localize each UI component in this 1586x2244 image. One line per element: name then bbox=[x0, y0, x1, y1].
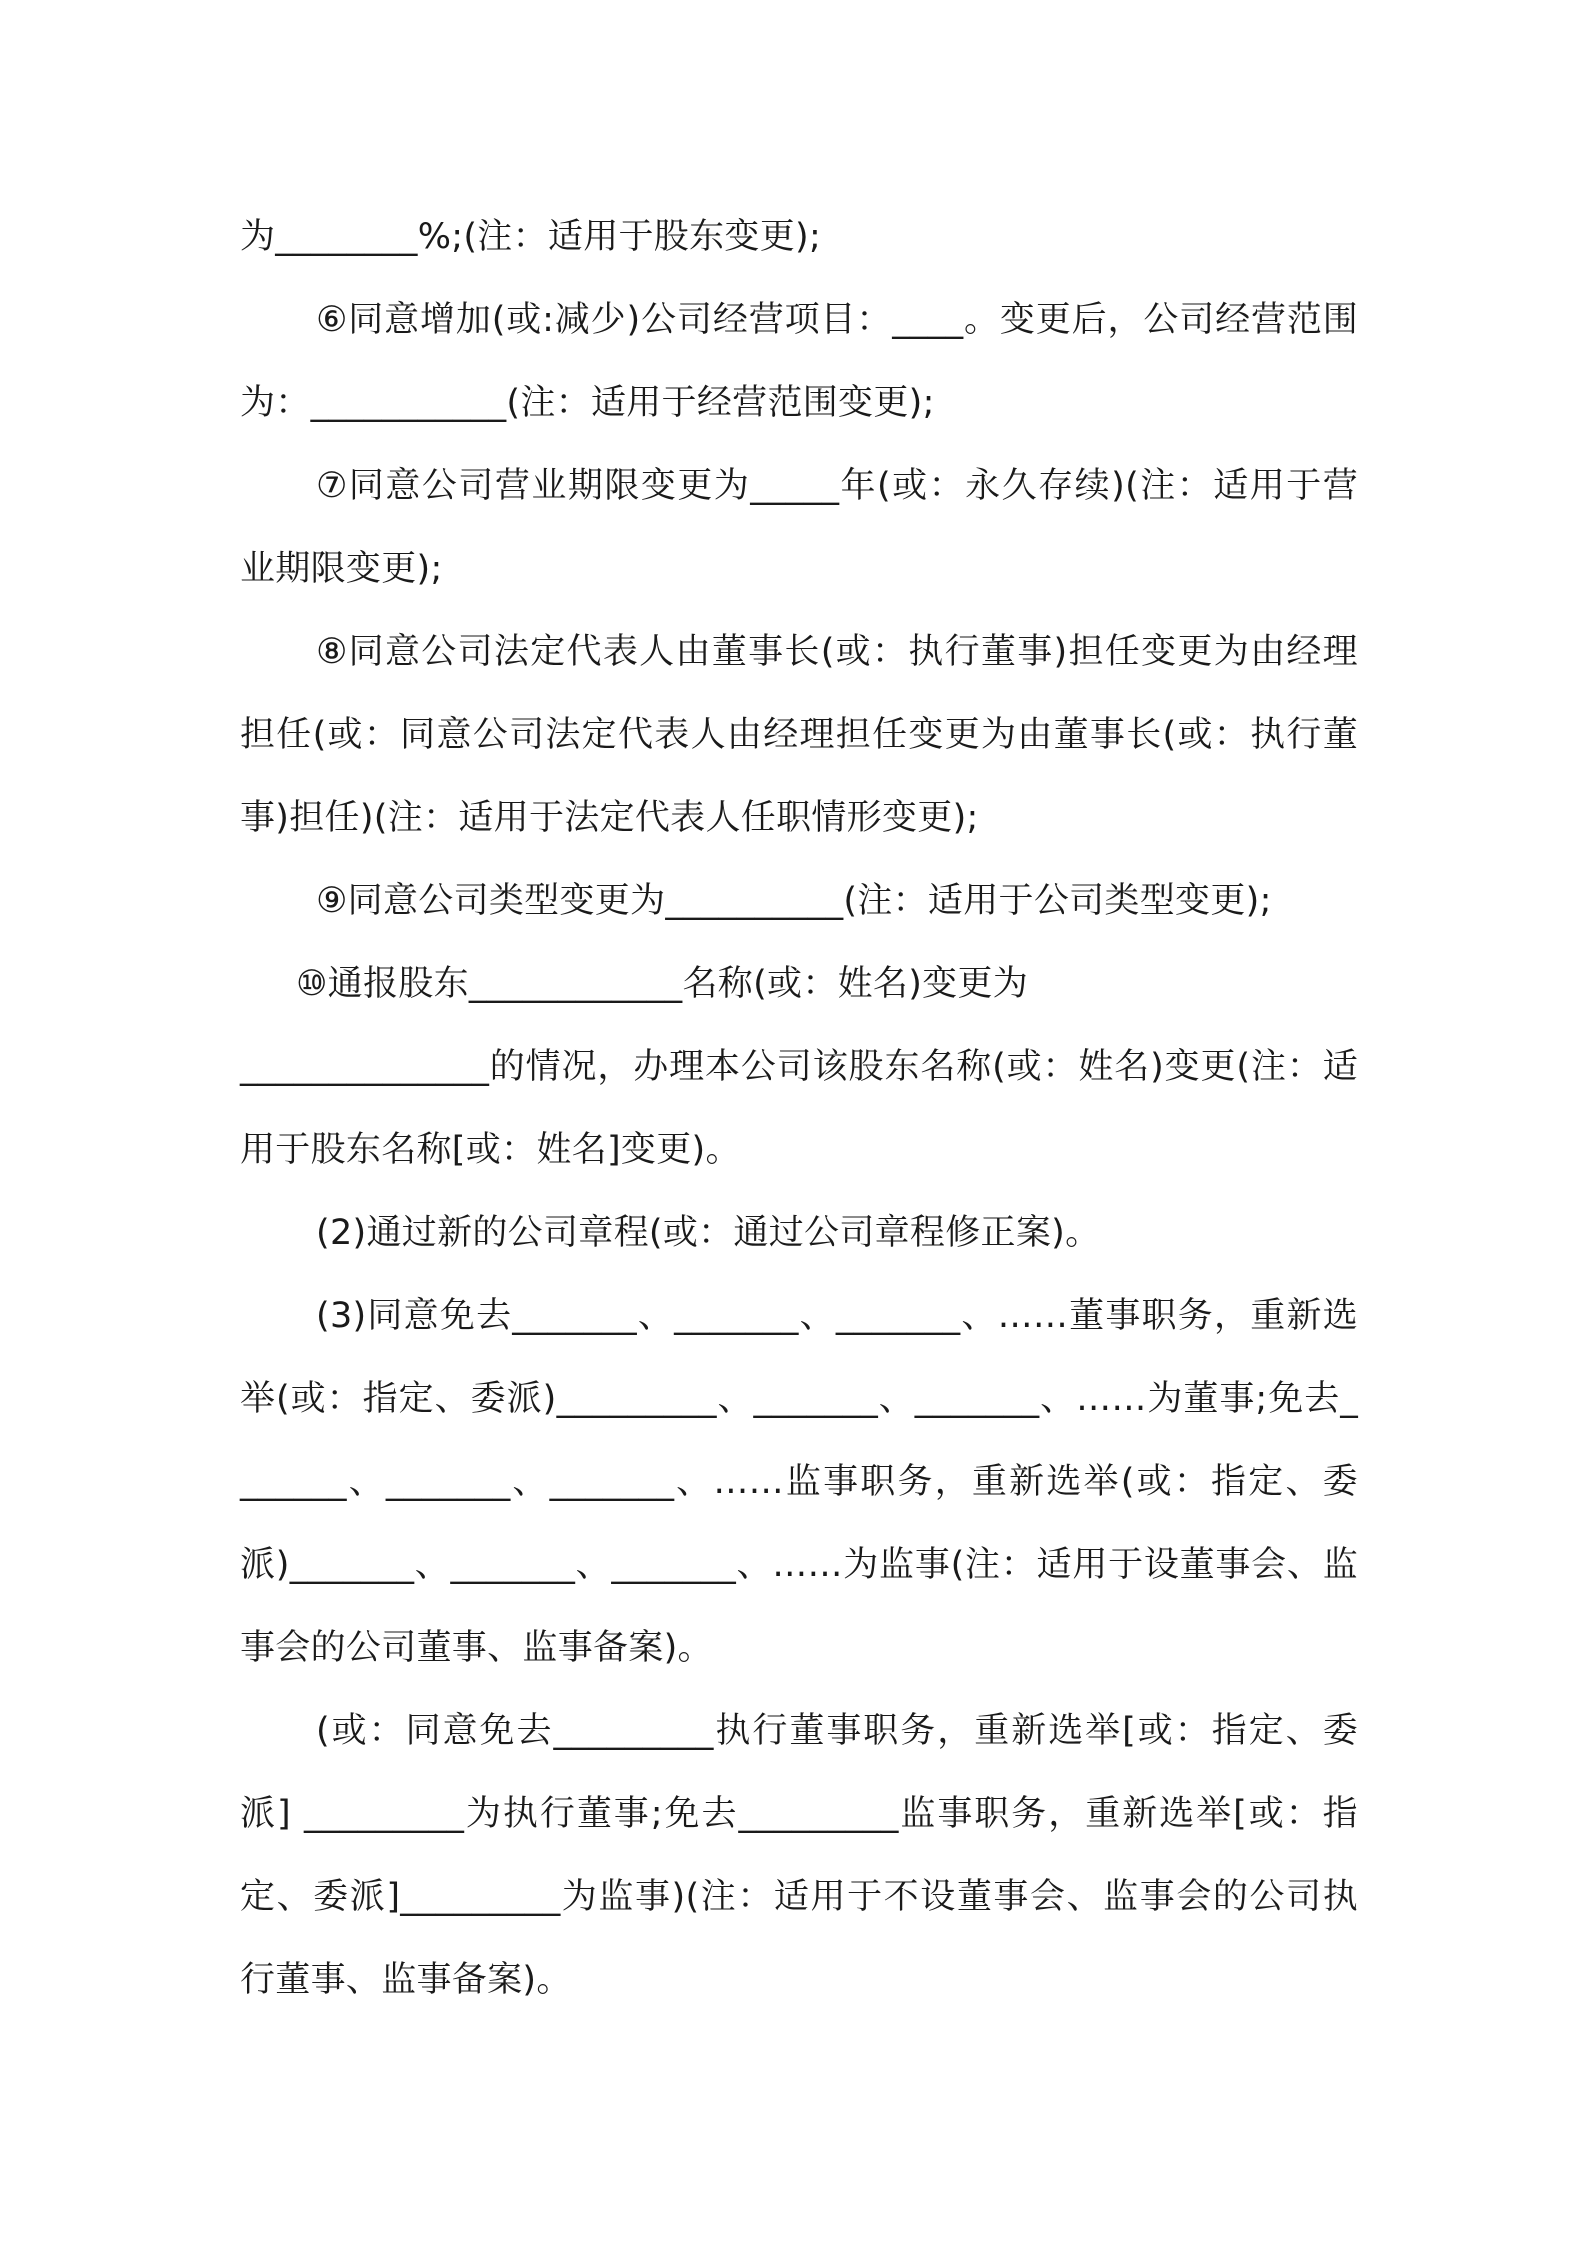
paragraph-executive-director: (或：同意免去_________执行董事职务，重新选举[或：指定、委派] _________为执行董事;免去_________监事职务，重新选举[或：指定、委派]_________为监事)(注：适用于不设董事会、监事会的公司执行董事、监事备案)。 bbox=[240, 1711, 1358, 2000]
paragraph-directors-supervisors: (3)同意免去_______、_______、_______、……董事职务，重新选举(或：指定、委派)_________、_______、_______、……为董事;免去_______、_______、_______、……监事职务，重新选举(或：指定、委派)_______、_______、_______、……为监事(注：适用于设董事会、监事会的公司董事、监事备案)。 bbox=[240, 1296, 1358, 1668]
paragraph-shareholder-name-line2: ______________的情况，办理本公司该股东名称(或：姓名)变更(注：适用于股东名称[或：姓名]变更)。 bbox=[240, 1047, 1358, 1170]
paragraph-business-term: ⑦同意公司营业期限变更为_____年(或：永久存续)(注：适用于营业期限变更); bbox=[240, 466, 1358, 589]
paragraph-articles-of-association: (2)通过新的公司章程(或：通过公司章程修正案)。 bbox=[316, 1213, 1101, 1253]
paragraph-legal-representative: ⑧同意公司法定代表人由董事长(或：执行董事)担任变更为由经理担任(或：同意公司法定代表人由经理担任变更为由董事长(或：执行董事)担任)(注：适用于法定代表人任职情形变更); bbox=[240, 632, 1358, 838]
document-body bbox=[240, 196, 1358, 2022]
paragraph-shareholding-ratio: 为________%;(注：适用于股东变更); bbox=[240, 217, 822, 257]
paragraph-business-scope: ⑥同意增加(或:减少)公司经营项目：____。变更后，公司经营范围为：___________(注：适用于经营范围变更); bbox=[240, 300, 1358, 423]
paragraph-shareholder-name-line1: ⑩通报股东____________名称(或：姓名)变更为 bbox=[296, 964, 1029, 1004]
paragraph-company-type: ⑨同意公司类型变更为__________(注：适用于公司类型变更); bbox=[316, 881, 1272, 921]
